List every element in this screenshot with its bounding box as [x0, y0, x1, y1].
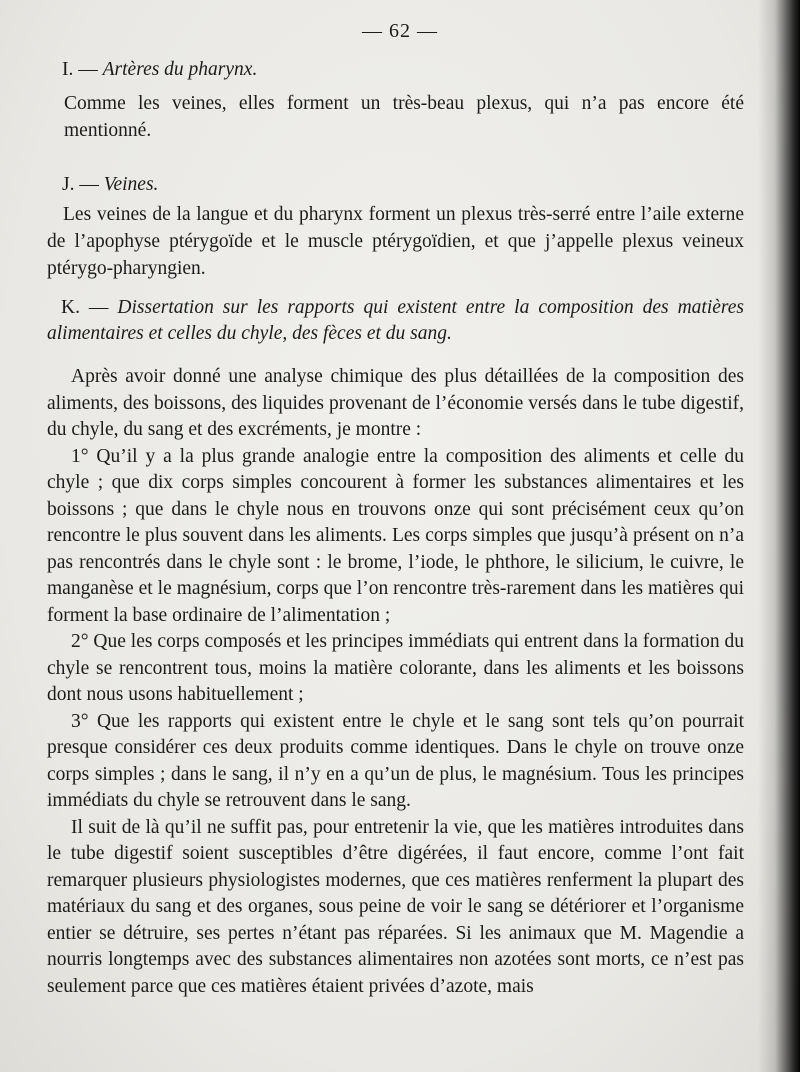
- heading-dissertation: [47, 295, 744, 347]
- dissertation-body: [47, 364, 744, 1000]
- dissertation-point-2: 2° Que les corps composés et les principes immédiats qui entrent dans la formation du chyle se rencontrent tous, moins la matière colorante, dans les aliments et les boissons dont nous usons habituellement ;: [47, 631, 744, 705]
- heading-dissertation-letter: K. —: [61, 297, 109, 318]
- dissertation-point-3: 3° Que les rapports qui existent entre le chyle et le sang sont tels qu’on pourrait presque considérer ces deux produits comme identiques. Dans le chyle on trouve onze corps simples ; dans le sang, il n’y en a qu’un de plus, le magnésium. Tous les principes immédiats du chyle se retrouvent dans le sang.: [47, 710, 744, 811]
- arteres-body: Comme les veines, elles forment un très-beau plexus, qui n’a pas encore été mentionné.: [64, 93, 744, 141]
- heading-veines-title: Veines.: [103, 174, 159, 195]
- dissertation-point-1: 1° Qu’il y a la plus grande analogie entre la composition des aliments et celle du chyle ; que dix corps simples concourent à former les substances alimentaires et les boissons ; que dans le chyle nous en trouvons onze qui sont précisément ceux qu’on rencontre le plus souvent dans les aliments. Les corps simples que jusqu’à présent on n’a pas rencontrés dans le chyle sont : le brome, l’iode, le phthore, le silicium, le cuivre, le manganèse et le magnésium, corps que l’on rencontre très-rarement dans les matières qui forment la base ordinaire de l’alimentation ;: [47, 445, 744, 626]
- dissertation-intro: Après avoir donné une analyse chimique des plus détaillées de la composition des aliments, des boissons, des liquides provenant de l’économie versés dans le tube digestif, du chyle, du sang et des excréments, je montre :: [47, 366, 744, 440]
- dissertation-conclusion: Il suit de là qu’il ne suffit pas, pour entretenir la vie, que les matières introduites dans le tube digestif soient susceptibles d’être digérées, il faut encore, comme l’ont fait remarquer plusieurs physiologistes modernes, que ces matières renferment la plupart des matériaux du sang et des organes, sous peine de voir le sang se détériorer et l’organisme entier se détruire, ses pertes n’étant pas réparées. Si les animaux que M. Magendie a nourris longtemps avec des substances alimentaires non azotées sont morts, ce n’est pas seulement parce que ces matières étaient privées d’azote, mais: [47, 816, 744, 997]
- page-number: — 62 —: [362, 20, 438, 42]
- heading-veines: [62, 171, 158, 198]
- heading-veines-letter: J. —: [62, 174, 99, 195]
- paragraph-arteres: [64, 90, 744, 144]
- book-spine-shadow: [758, 0, 800, 1072]
- heading-arteres-title: Artères du pharynx.: [102, 59, 258, 80]
- heading-dissertation-title: Dissertation sur les rapports qui existent entre la composition des matières alimentaires et celles du chyle, des fèces et du sang.: [47, 297, 745, 344]
- veines-body: Les veines de la langue et du pharynx forment un plexus très-serré entre l’aile externe de l’apophyse ptérygoïde et le muscle ptérygoïdien, et que j’appelle plexus veineux ptérygo-pharyngien.: [47, 204, 744, 279]
- paragraph-veines: [47, 201, 744, 282]
- heading-arteres-letter: I. —: [62, 59, 98, 80]
- heading-arteres: [62, 56, 257, 83]
